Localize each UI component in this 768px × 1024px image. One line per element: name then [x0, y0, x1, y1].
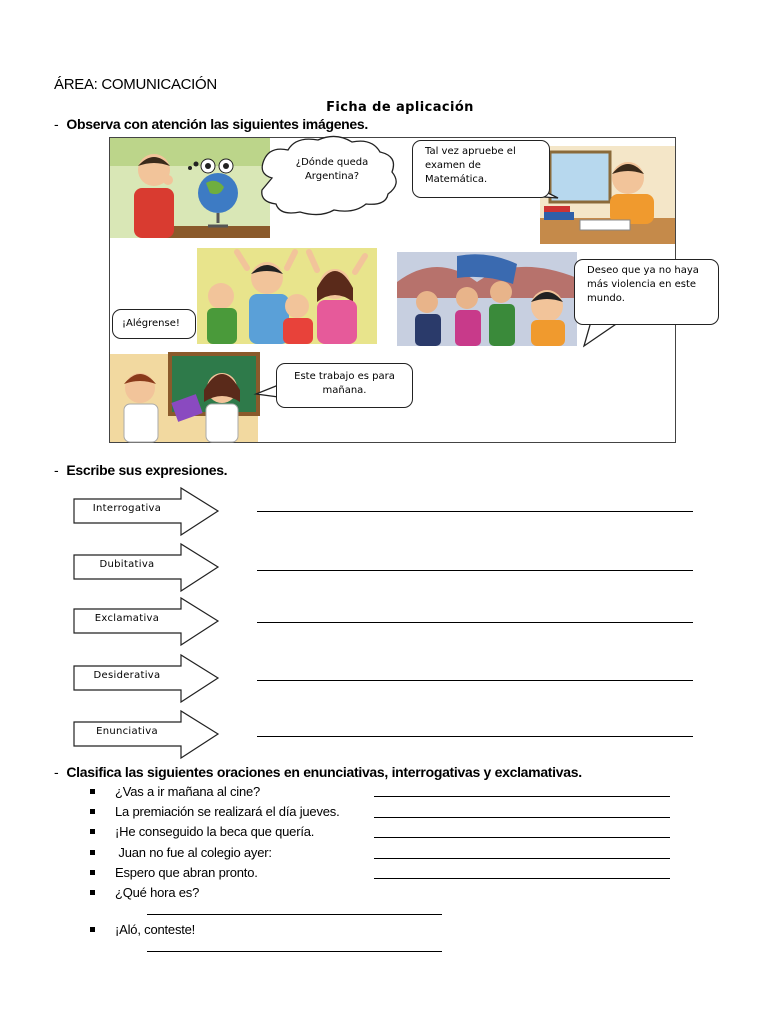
bullet-icon [90, 809, 95, 814]
worksheet-title: Ficha de aplicación [326, 100, 474, 115]
sentence-text: ¿Qué hora es? [115, 885, 200, 900]
arrow-dubitativa [73, 543, 219, 591]
answer-line[interactable] [374, 858, 670, 859]
bullet-icon [90, 850, 95, 855]
answer-line-enunciativa[interactable] [257, 736, 693, 737]
sentence-text: ¡Aló, conteste! [115, 922, 196, 937]
bullet-icon [90, 789, 95, 794]
sentence-text: ¿Vas a ir mañana al cine? [115, 784, 261, 799]
sentence-text: La premiación se realizará el día jueves. [115, 804, 340, 819]
bullet-icon [90, 927, 95, 932]
answer-line-interrogativa[interactable] [257, 511, 693, 512]
answer-line[interactable] [374, 817, 670, 818]
bullet-icon [90, 890, 95, 895]
arrow-desiderativa [73, 654, 219, 702]
area-heading: ÁREA: COMUNICACIÓN [54, 76, 217, 93]
scene-family-cheering [197, 248, 377, 344]
bubble-exam: Tal vez apruebe el examen de Matemática. [412, 140, 550, 198]
arrow-interrogativa [73, 487, 219, 535]
answer-line[interactable] [374, 796, 670, 797]
arrow-exclamativa [73, 597, 219, 645]
scene-peace-group [397, 252, 577, 346]
bubble-where: ¿Dónde queda Argentina? [295, 157, 369, 182]
arrow-label: Dubitativa [99, 559, 155, 570]
illustration-panel [109, 137, 699, 443]
bubble-violence: Deseo que ya no haya más violencia en este mundo. [574, 259, 719, 325]
answer-line[interactable] [147, 951, 442, 952]
sentence-text: Espero que abran pronto. [115, 865, 258, 880]
instruction-write: - Escribe sus expresiones. [54, 462, 228, 478]
sentence-text: ¡He conseguido la beca que quería. [115, 824, 315, 839]
answer-line[interactable] [374, 878, 670, 879]
arrow-label: Exclamativa [94, 613, 160, 624]
arrow-label: Desiderativa [93, 670, 161, 681]
answer-line-desiderativa[interactable] [257, 680, 693, 681]
arrow-label: Enunciativa [96, 726, 158, 737]
arrow-label: Interrogativa [92, 503, 162, 514]
scene-two-kids [110, 354, 258, 442]
answer-line[interactable] [147, 914, 442, 915]
answer-line-dubitativa[interactable] [257, 570, 693, 571]
bullet-icon [90, 829, 95, 834]
answer-line-exclamativa[interactable] [257, 622, 693, 623]
bubble-work: Este trabajo es para mañana. [276, 363, 413, 408]
arrow-enunciativa [73, 710, 219, 758]
answer-line[interactable] [374, 837, 670, 838]
bubble-rejoice: ¡Alégrense! [112, 309, 196, 339]
sentence-text: Juan no fue al colegio ayer: [115, 845, 272, 860]
instruction-classify: - Clasifica las siguientes oraciones en enunciativas, interrogativas y exclamativas. [54, 764, 582, 780]
bullet-icon [90, 870, 95, 875]
scene-boy-globe [110, 138, 270, 238]
instruction-observe: - Observa con atención las siguientes imágenes. [54, 116, 368, 132]
